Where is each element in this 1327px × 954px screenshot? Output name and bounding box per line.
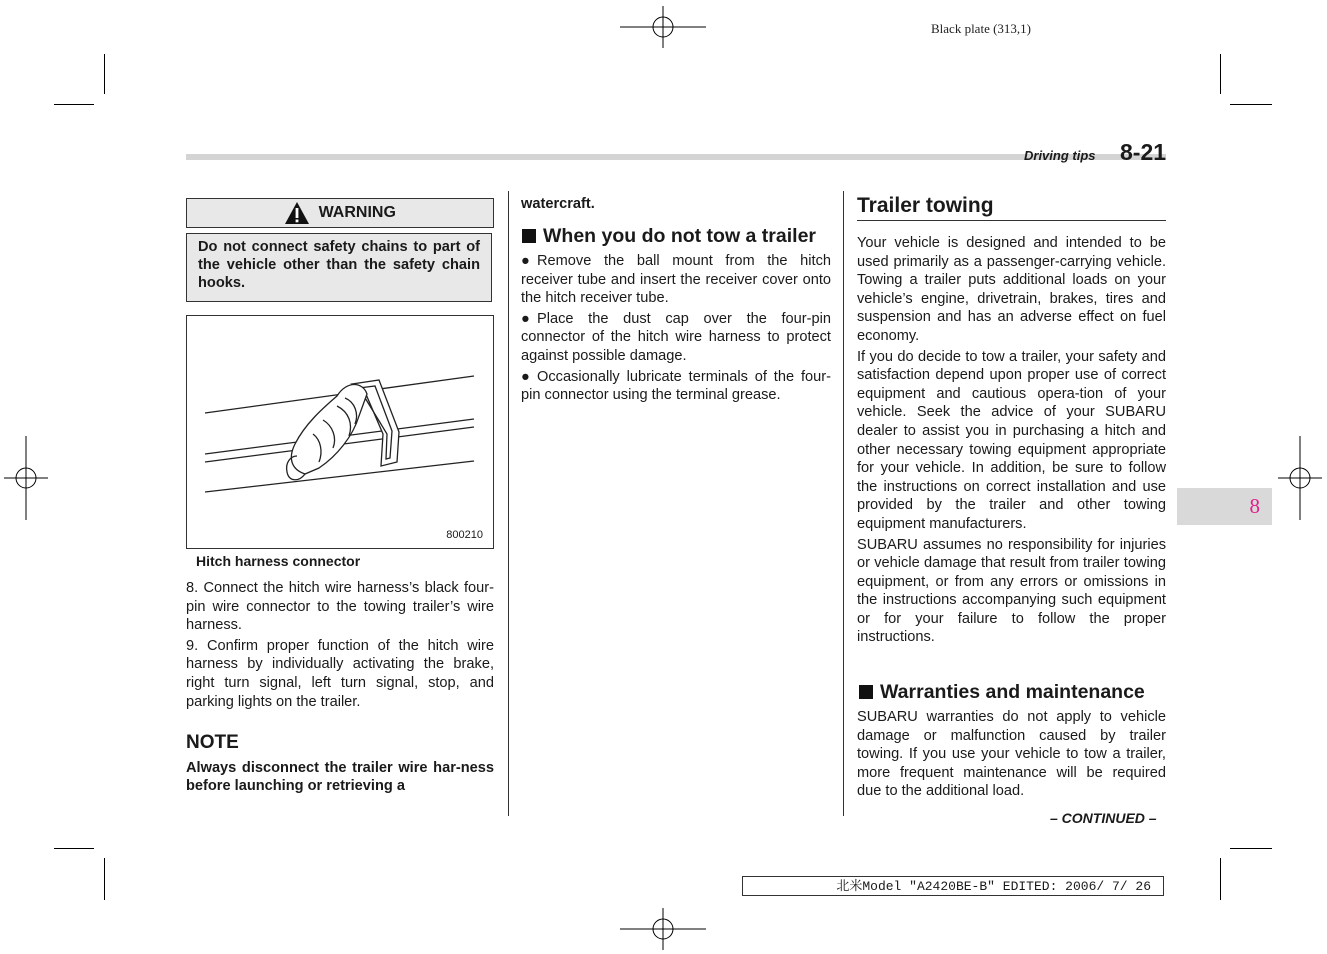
- warning-icon: [284, 201, 310, 225]
- continued-label: – CONTINUED –: [1050, 810, 1157, 826]
- warning-header: [186, 198, 494, 228]
- crop-mark: [1230, 848, 1272, 849]
- hitch-harness-illustration: [187, 316, 493, 548]
- header-bar: [186, 154, 1166, 160]
- registration-mark-top: [620, 6, 706, 48]
- section-square-icon: [859, 685, 873, 699]
- figure-code: 800210: [446, 529, 483, 541]
- bullet-icon: ●: [521, 253, 530, 269]
- paragraph: Your vehicle is designed and intended to be used primarily as a passenger-carrying vehicle. Towing a trailer puts additional loads on your vehicle’s engine, drivetrain, brakes, tires and suspension and has an adverse effect on fuel economy.: [857, 235, 1166, 344]
- warning-text: Do not connect safety chains to part of the vehicle other than the safety chain hooks.: [186, 233, 492, 302]
- paragraph: SUBARU assumes no responsibility for injuries or vehicle damage that result from trailer towing equipment, or from any errors or omissions in the instructions accompanying such equipment or for your failure to follow the proper instructions.: [857, 536, 1166, 646]
- warranties-text: SUBARU warranties do not apply to vehicle damage or malfunction caused by trailer towing. If you use your vehicle to tow a trailer, more frequent maintenance will be required due to the additional load.: [857, 709, 1166, 800]
- registration-mark-bottom: [620, 908, 706, 950]
- section-square-icon: [522, 229, 536, 243]
- crop-mark: [54, 104, 94, 105]
- note-text-continued: watercraft.: [521, 196, 595, 212]
- paragraph: If you do decide to tow a trailer, your safety and satisfaction depend upon proper use of correct equipment and cautious opera-tion of your vehicle. Seek the advice of your SUBARU dealer to assist you in purchasing a hitch and other necessary towing equipment appropriate for your vehicle. In addition, be sure to follow the instructions on correct installation and use provided by the trailer and other towing equipment manufacturers.: [857, 348, 1166, 532]
- section-title-trailer-towing: Trailer towing: [857, 194, 1166, 221]
- column-divider: [843, 191, 844, 816]
- column-divider: [508, 191, 509, 816]
- trailer-towing-text: [857, 234, 1166, 649]
- plate-label: Black plate (313,1): [931, 21, 1031, 36]
- crop-mark: [1220, 54, 1221, 94]
- list-item: ● Place the dust cap over the four-pin connector of the hitch wire harness to protect against possible damage.: [521, 310, 831, 364]
- note-text: Always disconnect the trailer wire har-ness before launching or retrieving a: [186, 760, 494, 794]
- hitch-harness-figure: [186, 315, 494, 549]
- section-title-no-tow: When you do not tow a trailer: [522, 225, 834, 248]
- list-item: ● Remove the ball mount from the hitch receiver tube and insert the receiver cover onto the hitch receiver tube.: [521, 253, 831, 307]
- crop-mark: [104, 54, 105, 94]
- header-section-title: Driving tips: [1024, 148, 1096, 163]
- footer-edit-info: 北米Model "A2420BE-B" EDITED: 2006/ 7/ 26: [742, 876, 1164, 896]
- registration-mark-left: [4, 436, 48, 520]
- step-item: 9. Confirm proper function of the hitch wire harness by individually activating the brake, right turn signal, left turn signal, stop, and parking lights on the trailer.: [186, 637, 494, 710]
- warning-label: WARNING: [318, 204, 396, 221]
- step-item: 8. Connect the hitch wire harness’s black four-pin wire connector to the towing trailer’s wire harness.: [186, 580, 494, 634]
- registration-mark-right: [1278, 436, 1322, 520]
- chapter-tab: [1177, 488, 1272, 525]
- note-title: NOTE: [186, 732, 239, 753]
- section-title-warranties: Warranties and maintenance: [859, 681, 1169, 704]
- steps-block: [186, 579, 494, 713]
- crop-mark: [54, 848, 94, 849]
- bullet-icon: ●: [521, 368, 530, 385]
- chapter-tab-number: 8: [1249, 494, 1260, 518]
- no-tow-list: [521, 252, 831, 407]
- crop-mark: [1230, 104, 1272, 105]
- figure-caption: Hitch harness connector: [196, 553, 361, 569]
- list-item: ● Occasionally lubricate terminals of the four-pin connector using the terminal grease.: [521, 368, 831, 404]
- page-number: 8-21: [1120, 139, 1167, 165]
- crop-mark: [104, 858, 105, 900]
- crop-mark: [1220, 858, 1221, 900]
- bullet-icon: ●: [521, 310, 530, 327]
